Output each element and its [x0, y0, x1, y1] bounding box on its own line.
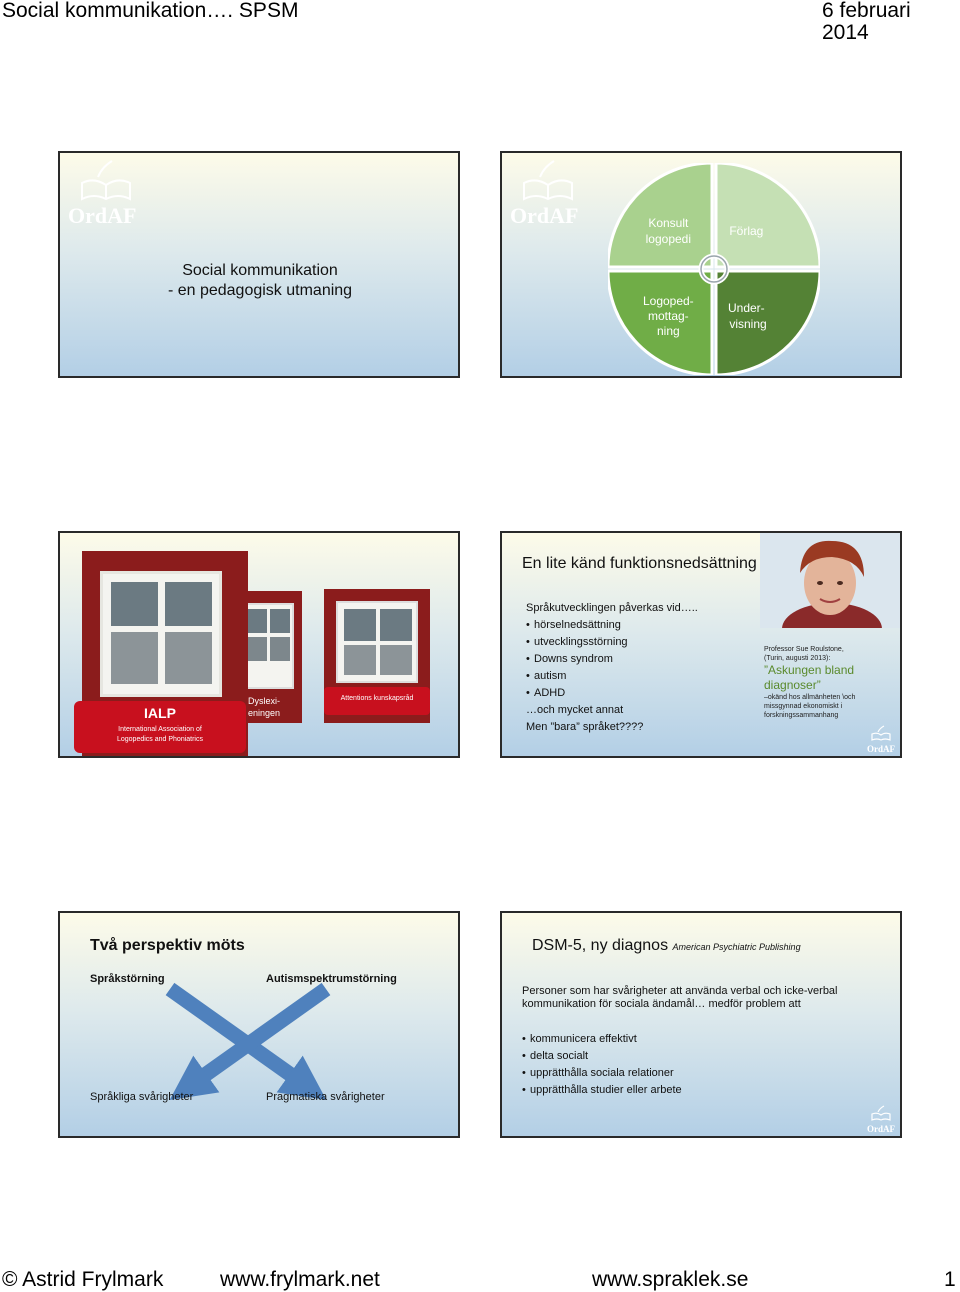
list-item: • ADHD: [526, 685, 698, 702]
slide-6-text-line2: kommunikation för sociala ändamål… medför problem att: [522, 998, 801, 1010]
slide-6-list: [522, 1031, 682, 1099]
footer-site-spraklek[interactable]: www.spraklek.se: [592, 1268, 749, 1291]
slide-4-list: [526, 600, 698, 736]
logo-text: OrdAF: [867, 1124, 895, 1134]
slide-6-text-line1: Personer som har svårigheter att använda verbal och icke-verbal: [522, 985, 838, 997]
ordaf-logo: [510, 153, 588, 231]
caption-quote: ”Askungen bland diagnoser”: [764, 663, 855, 692]
slide-5[interactable]: [58, 911, 460, 1138]
portrait-photo: [760, 533, 900, 628]
photo-caption: [764, 645, 894, 720]
slide-4-intro: Språkutvecklingen påverkas vid…..: [526, 602, 698, 614]
logo-text: OrdAF: [867, 744, 895, 754]
slide-1-title: [130, 261, 390, 301]
slide-4[interactable]: [500, 531, 902, 758]
quadrant-konsult: [608, 163, 712, 267]
window-ialp-label: IALP: [144, 705, 176, 721]
slide-4-more: …och mycket annat: [526, 704, 624, 716]
logo-text: OrdAF: [68, 203, 137, 228]
window-attention-label: Attentions kunskapsråd: [340, 695, 414, 702]
quadrant-logoped-label-1: Logoped-: [642, 294, 694, 308]
list-item: • upprätthålla sociala relationer: [522, 1065, 682, 1082]
list-item: • autism: [526, 668, 698, 685]
caption-line1: Professor Sue Roulstone,: [764, 646, 844, 653]
quadrant-konsult-label-2: logopedi: [645, 232, 692, 246]
page-header-title: Social kommunikation…. SPSM: [2, 0, 299, 22]
window-dyslexi-label: [248, 695, 280, 719]
slide-6-title: [532, 937, 801, 955]
quadrant-logoped: [608, 271, 712, 375]
list-item: • utvecklingsstörning: [526, 634, 698, 651]
slide-1[interactable]: [58, 151, 460, 378]
quadrant-konsult-label-1: Konsult: [648, 216, 689, 230]
list-item: • delta socialt: [522, 1048, 682, 1065]
quadrant-forlag-label: Förlag: [729, 224, 764, 238]
quadrant-logoped-label-3: ning: [656, 324, 680, 338]
window-attention-sign: [324, 687, 430, 715]
label-sprakstorning: Språkstörning: [90, 973, 165, 985]
window-ialp-sub-1: International Association of: [118, 726, 202, 733]
window-ialp-sub: [74, 725, 246, 745]
window-frame: [100, 571, 222, 697]
caption-rest1: –okänd hos allmänheten \och: [764, 694, 856, 701]
caption-line2: (Turin, augusti 2013):: [764, 655, 831, 662]
service-cycle-diagram: [608, 163, 820, 375]
footer-site-frylmark[interactable]: www.frylmark.net: [220, 1268, 380, 1291]
footer-copyright: © Astrid Frylmark: [2, 1268, 164, 1291]
window-ialp-sub-2: Logopedics and Phoniatrics: [116, 736, 203, 743]
label-pragmatiska: Pragmatiska svårigheter: [266, 1091, 385, 1103]
slide-3[interactable]: [58, 531, 460, 758]
window-frame: [240, 603, 294, 689]
footer-page-number: 1: [944, 1268, 956, 1291]
window-ialp-sign: [74, 701, 246, 753]
window-dyslexi-label-1: Dyslexi-: [248, 696, 281, 706]
slide-1-title-line1: Social kommunikation: [182, 262, 338, 279]
window-dyslexi-label-2: eningen: [248, 708, 281, 718]
caption-rest2: missgynnad ekonomiskt i: [764, 703, 843, 710]
window-frame: [336, 601, 418, 683]
ordaf-logo: [68, 153, 146, 231]
window-ialp: [82, 551, 248, 757]
label-autism: Autismspektrumstörning: [266, 973, 397, 985]
slide-1-title-line2: - en pedagogisk utmaning: [167, 282, 353, 299]
logo-text: OrdAF: [510, 203, 579, 228]
list-item: • Downs syndrom: [526, 651, 698, 668]
caption-rest3: forskningssammanhang: [764, 712, 839, 719]
slide-6[interactable]: [500, 911, 902, 1138]
quadrant-undervisning-label-1: Under-: [727, 301, 765, 315]
ordaf-logo-small: [866, 724, 896, 754]
window-attention: [324, 589, 430, 723]
quadrant-logoped-label-2: mottag-: [647, 309, 689, 323]
slide-6-text: [522, 985, 852, 1011]
list-item: • kommunicera effektivt: [522, 1031, 682, 1048]
slide-2[interactable]: [500, 151, 902, 378]
list-item: • upprätthålla studier eller arbete: [522, 1082, 682, 1099]
slide-5-title: Två perspektiv möts: [90, 937, 245, 954]
ordaf-logo-small: [866, 1104, 896, 1134]
slide-6-title-main: DSM-5, ny diagnos: [532, 937, 669, 954]
quadrant-undervisning-label-2: visning: [729, 317, 767, 331]
slide-4-title: En lite känd funktionsnedsättning: [522, 555, 757, 572]
arrow-down-right: [170, 989, 308, 1087]
slide-4-question: Men ”bara” språket????: [526, 721, 644, 733]
list-item: • hörselnedsättning: [526, 617, 698, 634]
arrow-down-left: [188, 989, 326, 1087]
quadrant-forlag: [716, 163, 820, 267]
label-sprakliga: Språkliga svårigheter: [90, 1091, 194, 1103]
page-header-date: 6 februari 2014: [822, 0, 911, 44]
slide-6-title-sub: American Psychiatric Publishing: [672, 942, 801, 952]
